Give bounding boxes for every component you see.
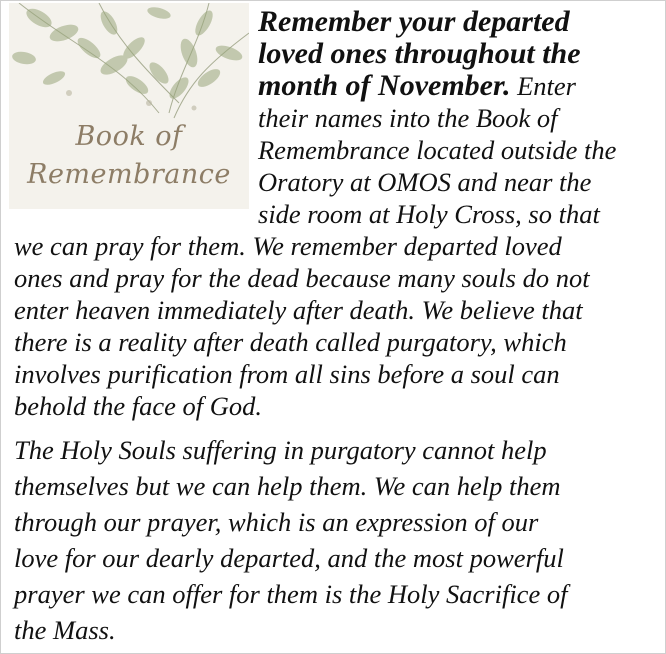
para1-line-9: ones and pray for the dead because many souls do not: [14, 263, 590, 293]
heading-line-1: Remember your departed: [258, 5, 570, 38]
image-title-line-1: Book of: [75, 121, 183, 152]
para1-line-8: we can pray for them. We remember departed loved: [14, 231, 562, 261]
heading-line-2: loved ones throughout the: [258, 37, 581, 70]
para1-line-7: side room at Holy Cross, so that: [258, 199, 600, 229]
second-paragraph: [14, 432, 664, 648]
para2-line-5: prayer we can offer for them is the Holy Sacrifice of: [14, 579, 568, 609]
para1-line-13: behold the face of God.: [14, 391, 263, 421]
para2-line-3: through our prayer, which is an expression of our: [14, 507, 539, 537]
announcement-text: [14, 6, 664, 422]
para1-line-5: Remembrance located outside the: [258, 135, 617, 165]
para2-line-1: The Holy Souls suffering in purgatory cannot help: [14, 435, 547, 465]
heading-line-3: [14, 70, 664, 102]
para1-line-6: Oratory at OMOS and near the: [258, 167, 592, 197]
para2-line-6: the Mass.: [14, 615, 116, 645]
heading-line-3-text: month of November.: [258, 69, 511, 102]
para1-line-12: involves purification from all sins before a soul can: [14, 359, 560, 389]
para1-line-3-tail: Enter: [517, 71, 576, 101]
para2-line-2: themselves but we can help them. We can help them: [14, 471, 561, 501]
image-title-line-2: Remembrance: [27, 159, 231, 190]
para2-line-4: love for our dearly departed, and the most powerful: [14, 543, 564, 573]
para1-line-11: there is a reality after death called purgatory, which: [14, 327, 567, 357]
para1-line-4: their names into the Book of: [258, 103, 558, 133]
para1-line-10: enter heaven immediately after death. We believe that: [14, 295, 583, 325]
